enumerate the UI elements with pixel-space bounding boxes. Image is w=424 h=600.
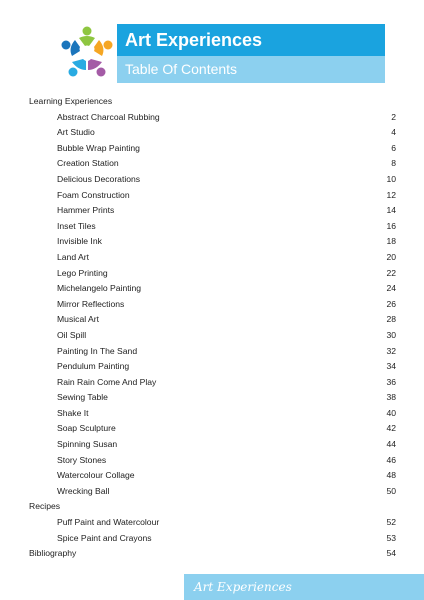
toc-entry[interactable]	[29, 219, 396, 235]
toc-page-number: 18	[386, 236, 396, 247]
toc-entry-label: Bubble Wrap Painting	[57, 142, 140, 153]
toc-entry-label: Story Stones	[57, 454, 107, 465]
toc-section-label: Learning Experiences	[29, 96, 113, 106]
toc-entry[interactable]	[29, 172, 396, 188]
toc-entry[interactable]	[29, 125, 396, 141]
toc-entry-label: Painting In The Sand	[57, 345, 138, 356]
toc-entry[interactable]	[29, 328, 396, 344]
toc-page-number: 50	[386, 485, 396, 496]
toc-page-number: 6	[391, 142, 396, 153]
toc-entry[interactable]	[29, 406, 396, 422]
toc-page-number: 32	[386, 345, 396, 356]
toc-page-number: 53	[386, 532, 396, 543]
toc-page-number: 2	[391, 111, 396, 122]
toc-entry-label: Mirror Reflections	[57, 298, 125, 309]
title-banner	[117, 24, 385, 83]
toc-entry[interactable]	[29, 203, 396, 219]
toc-entry-label: Musical Art	[57, 314, 100, 325]
toc-entry[interactable]	[29, 468, 396, 484]
toc-page-number: 12	[386, 189, 396, 200]
toc-entry[interactable]	[29, 344, 396, 360]
toc-page-number: 22	[386, 267, 396, 278]
toc-page-number: 26	[386, 298, 396, 309]
toc-entry-label: Foam Construction	[57, 189, 130, 200]
footer-banner	[184, 574, 424, 600]
toc-page-number: 16	[386, 220, 396, 231]
toc-entry[interactable]	[29, 421, 396, 437]
toc-section-heading[interactable]	[29, 94, 396, 110]
toc-entry-label: Soap Sculpture	[57, 423, 116, 434]
page-title: Art Experiences	[117, 24, 385, 56]
toc-entry-label: Inset Tiles	[57, 220, 96, 231]
toc-entry-label: Delicious Decorations	[57, 173, 141, 184]
toc-page-number: 38	[386, 392, 396, 403]
toc-page-number: 30	[386, 329, 396, 340]
table-of-contents	[29, 94, 396, 562]
toc-entry[interactable]	[29, 188, 396, 204]
toc-section-heading[interactable]	[29, 499, 396, 515]
toc-entry[interactable]	[29, 266, 396, 282]
toc-entry-label: Creation Station	[57, 158, 119, 169]
page-subtitle: Table Of Contents	[117, 56, 385, 83]
toc-entry-label: Shake It	[57, 407, 89, 418]
toc-entry[interactable]	[29, 453, 396, 469]
toc-entry-label: Spinning Susan	[57, 439, 118, 450]
toc-entry-label: Sewing Table	[57, 392, 108, 403]
toc-page-number: 36	[386, 376, 396, 387]
toc-section-label: Bibliography	[29, 548, 77, 559]
toc-page-number: 8	[391, 158, 396, 169]
footer-title: Art Experiences	[194, 580, 292, 594]
toc-entry[interactable]	[29, 484, 396, 500]
toc-page-number: 24	[386, 283, 396, 294]
toc-entry-label: Watercolour Collage	[57, 470, 135, 481]
toc-entry[interactable]	[29, 234, 396, 250]
toc-entry-label: Michelangelo Painting	[57, 283, 142, 294]
toc-entry[interactable]	[29, 359, 396, 375]
toc-entry[interactable]	[29, 297, 396, 313]
toc-page-number: 40	[386, 407, 396, 418]
toc-page-number: 44	[386, 439, 396, 450]
toc-page-number: 28	[386, 314, 396, 325]
toc-entry[interactable]	[29, 531, 396, 547]
toc-entry-label: Invisible Ink	[57, 236, 102, 247]
toc-entry[interactable]	[29, 156, 396, 172]
toc-page-number: 14	[386, 205, 396, 216]
toc-entry-label: Art Studio	[57, 127, 95, 138]
toc-entry-label: Spice Paint and Crayons	[57, 532, 152, 543]
toc-page-number: 4	[391, 127, 396, 138]
toc-entry[interactable]	[29, 312, 396, 328]
toc-entry[interactable]	[29, 437, 396, 453]
toc-page-number: 20	[386, 251, 396, 262]
toc-entry-label: Wrecking Ball	[57, 485, 110, 496]
toc-page-number: 54	[386, 548, 396, 559]
toc-page-number: 52	[386, 517, 396, 528]
toc-section-heading[interactable]	[29, 546, 396, 562]
toc-page-number: 42	[386, 423, 396, 434]
toc-entry[interactable]	[29, 250, 396, 266]
toc-entry[interactable]	[29, 390, 396, 406]
toc-entry[interactable]	[29, 281, 396, 297]
logo	[58, 24, 116, 80]
toc-entry[interactable]	[29, 110, 396, 126]
toc-page-number: 48	[386, 470, 396, 481]
children-circle-icon	[58, 24, 116, 80]
toc-entry-label: Pendulum Painting	[57, 361, 130, 372]
toc-page-number: 46	[386, 454, 396, 465]
toc-page-number: 10	[386, 173, 396, 184]
toc-section-label: Recipes	[29, 501, 61, 512]
toc-entry-label: Hammer Prints	[57, 205, 115, 216]
toc-page-number: 34	[386, 361, 396, 372]
toc-entry[interactable]	[29, 515, 396, 531]
toc-entry[interactable]	[29, 141, 396, 157]
toc-entry[interactable]	[29, 375, 396, 391]
toc-entry-label: Rain Rain Come And Play	[57, 376, 157, 387]
toc-entry-label: Land Art	[57, 251, 90, 262]
toc-entry-label: Abstract Charcoal Rubbing	[57, 111, 160, 122]
toc-entry-label: Oil Spill	[57, 329, 87, 340]
toc-entry-label: Lego Printing	[57, 267, 108, 278]
toc-entry-label: Puff Paint and Watercolour	[57, 517, 160, 528]
